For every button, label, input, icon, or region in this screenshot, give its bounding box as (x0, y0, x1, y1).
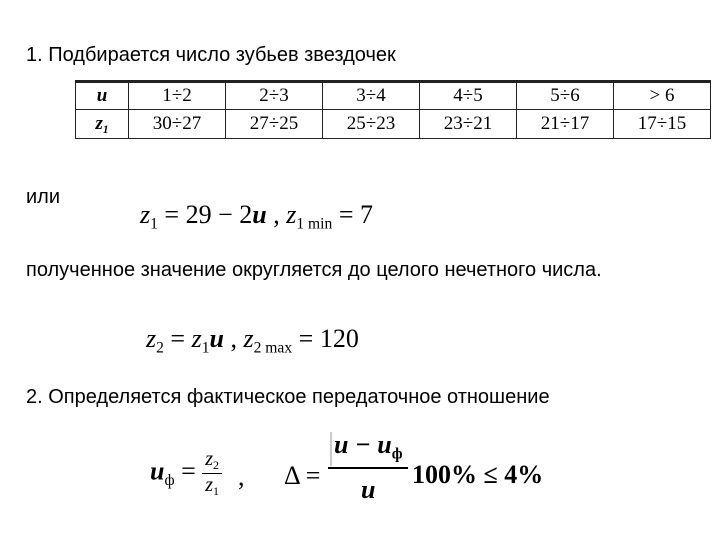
table-cell: 17÷15 (614, 110, 711, 139)
teeth-table (75, 80, 711, 139)
table-cell: 5÷6 (517, 82, 614, 110)
table-cell: 25÷23 (323, 110, 420, 139)
fraction-z2-z1: $\frac{z_2}{z_1}$ (202, 448, 222, 499)
heading-select-teeth: 1. Подбирается число зубьев звездочек (26, 44, 396, 66)
table-cell: 4÷5 (420, 82, 517, 110)
table-cell: 2÷3 (226, 82, 323, 110)
heading-actual-ratio: 2. Определяется фактическое передаточное отношение (26, 386, 550, 408)
percent-condition: 100% ≤ 4% (412, 460, 544, 489)
formula-z1: $z_1 = 29 - 2u$ , $z_{1 min} = 7$ (140, 200, 373, 233)
comma-separator: , (238, 462, 245, 491)
table-cell: 30÷27 (129, 110, 226, 139)
table-cell: 3÷4 (323, 82, 420, 110)
table-row (76, 110, 711, 139)
table-row (76, 82, 711, 110)
table-row-header: u (76, 82, 129, 110)
table-row-header: $z_1$ (76, 110, 129, 139)
table-cell: 1÷2 (129, 82, 226, 110)
rounding-paragraph: полученное значение округляется до целого нечетного числа. (26, 259, 602, 281)
table-cell: 27÷25 (226, 110, 323, 139)
formula-z2: $z_2 = z_1u$ , $z_{2 max} = 120$ (146, 324, 359, 357)
or-text: или (26, 186, 61, 208)
formula-uf: $u_ф$ = $\frac{z_2}{z_1}$ (150, 448, 222, 499)
table-cell: 23÷21 (420, 110, 517, 139)
fraction-deviation: $u - u_ф$ u (328, 430, 408, 505)
table-cell: 21÷17 (517, 110, 614, 139)
table-cell: > 6 (614, 82, 711, 110)
delta-symbol: Δ = (284, 461, 321, 490)
